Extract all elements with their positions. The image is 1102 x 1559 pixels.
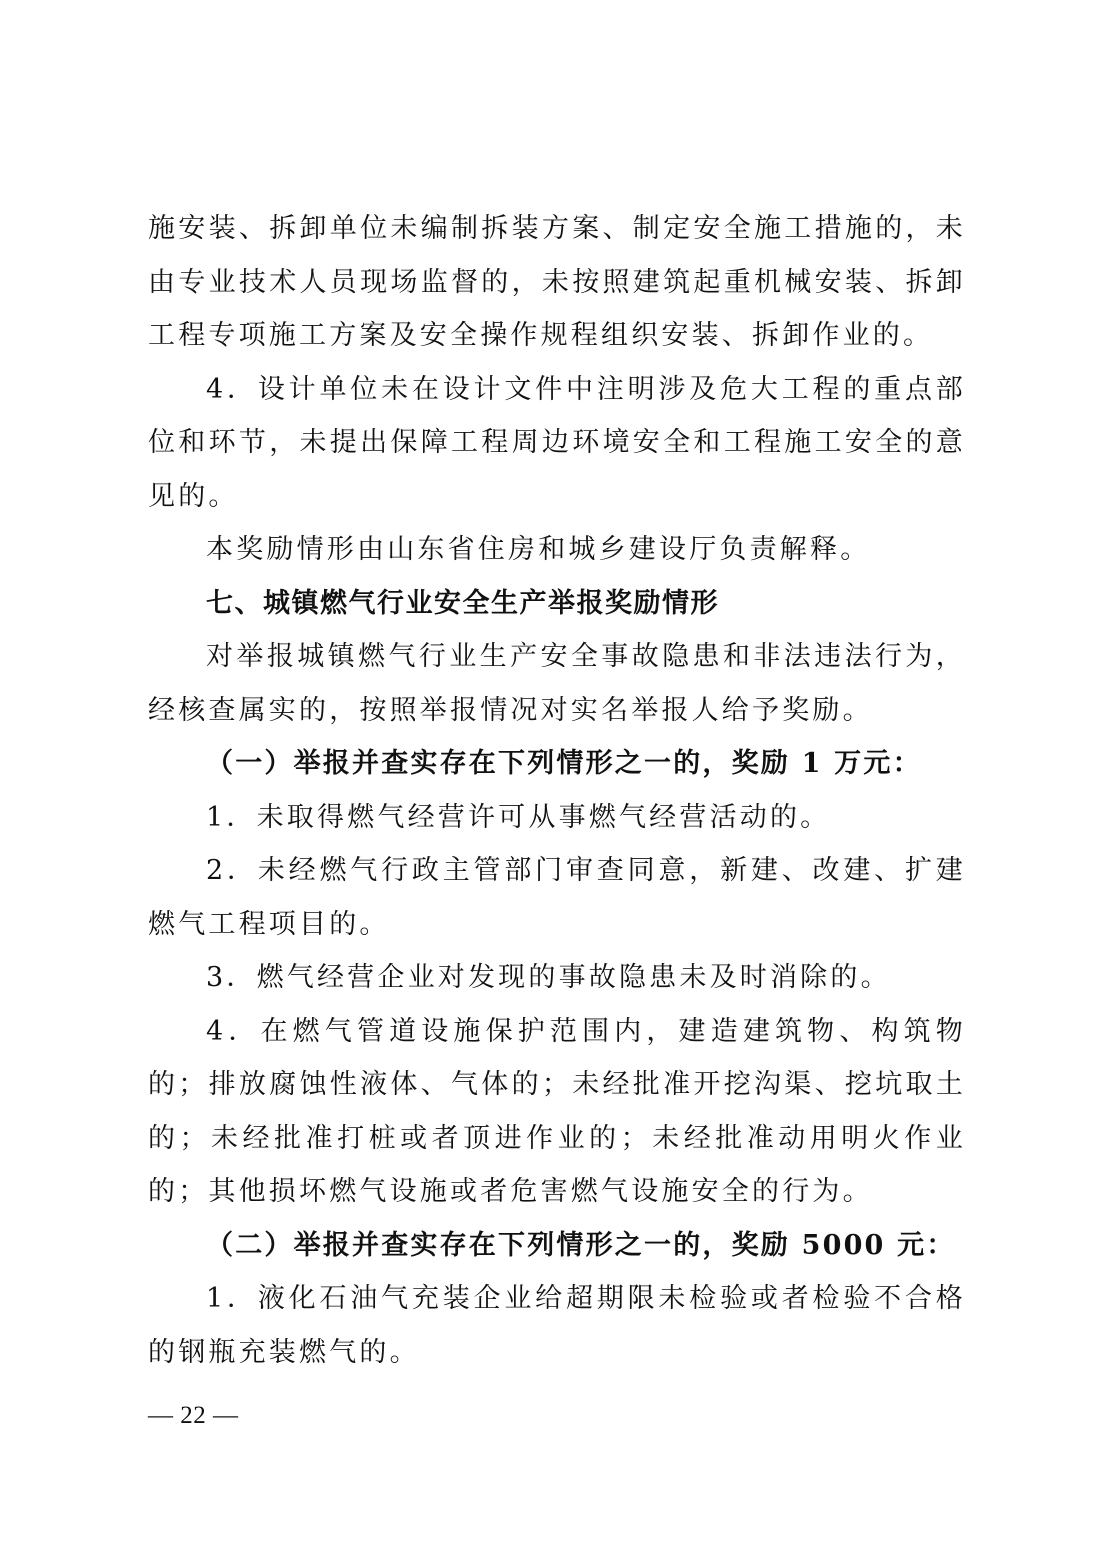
list-item-1: 1．未取得燃气经营许可从事燃气经营活动的。 (206, 801, 831, 833)
list-item-2: 2．未经燃气行政主管部门审查同意，新建、改建、扩建燃气工程项目的。 (148, 855, 966, 940)
subsection-heading-1: （一）举报并查实存在下列情形之一的，奖励 1 万元： (206, 748, 922, 779)
list-item-1-second: 1．液化石油气充装企业给超期限未检验或者检验不合格的钢瓶充装燃气的。 (148, 1283, 966, 1368)
paragraph-continuation: 施安装、拆卸单位未编制拆装方案、制定安全施工措施的，未由专业技术人员现场监督的，未按照建筑起重机械安装、拆卸工程专项施工方案及安全操作规程组织安装、拆卸作业的。 (148, 213, 966, 351)
list-item-3: 3．燃气经营企业对发现的事故隐患未及时消除的。 (206, 962, 891, 993)
subsection-heading-2: （二）举报并查实存在下列情形之一的，奖励 5000 元： (206, 1229, 956, 1261)
paragraph-item-4: 4．设计单位未在设计文件中注明涉及危大工程的重点部位和环节，未提出保障工程周边环境安全和工程施工安全的意见的。 (148, 373, 966, 512)
document-body (148, 202, 966, 1379)
section-heading: 七、城镇燃气行业安全生产举报奖励情形 (206, 587, 719, 619)
paragraph-section-intro: 对举报城镇燃气行业生产安全事故隐患和非法违法行为，经核查属实的，按照举报情况对实名举报人给予奖励。 (148, 641, 966, 726)
list-item-4: 4．在燃气管道设施保护范围内，建造建筑物、构筑物的；排放腐蚀性液体、气体的；未经批准开挖沟渠、挖坑取土的；未经批准打桩或者顶进作业的；未经批准动用明火作业的；其他损坏燃气设施或者危害燃气设施安全的行为。 (148, 1015, 966, 1207)
paragraph-interpretation-note: 本奖励情形由山东省住房和城乡建设厅负责解释。 (206, 534, 871, 565)
page-number: — 22 — (148, 1402, 239, 1429)
